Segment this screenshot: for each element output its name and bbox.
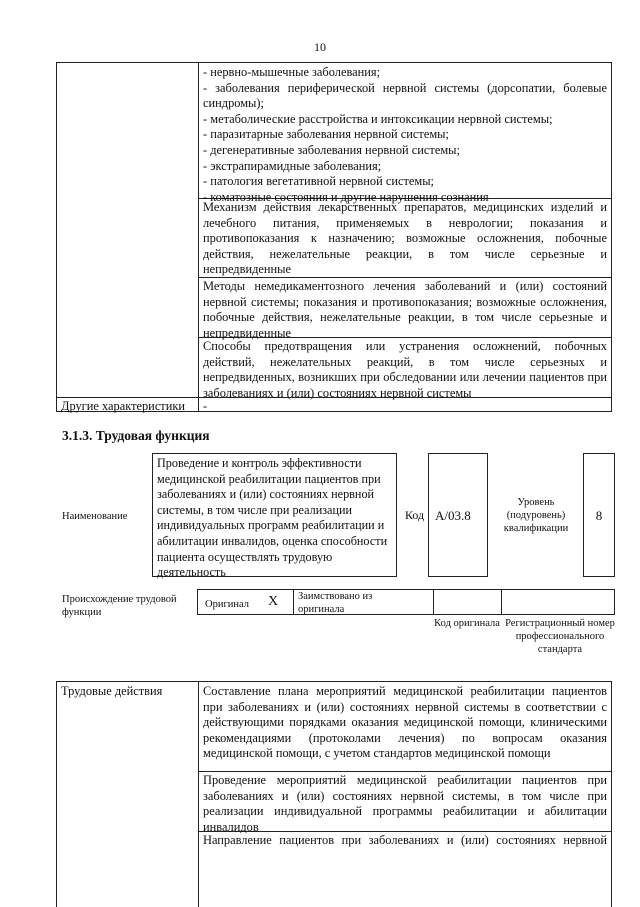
labor-action-row: Направление пациентов при заболеваниях и (или) состояниях нервной [203,833,607,847]
list-item: - экстрапирамидные заболевания; [203,158,382,173]
list-item: - паразитарные заболевания нервной системы; [203,127,449,142]
code-origin-label: Код оригинала [434,618,500,629]
other-characteristics-label: Другие характеристики [61,399,186,413]
labor-action-row: Проведение мероприятий медицинской реабилитации пациентов при заболеваниях и (или) состояниях нервной системы, в том числе при реализации индивидуальной программы реабилитации и абилитации инвалидов [203,773,607,834]
list-item: - дегенеративные заболевания нервной системы; [203,142,460,157]
section-heading: 3.1.3. Трудовая функция [62,428,210,443]
origin-table [197,589,615,615]
function-name-box: Проведение и контроль эффективности медицинской реабилитации пациентов при заболеваниях и (или) состояниях нервной системы, в том числе при реализации индивидуальных программ реабилитации и абилитации инвалидов, оценка способности пациента осуществлять трудовую деятельность [152,453,397,577]
original-mark: X [268,594,279,609]
borrowed-label: Заимствовано из оригинала [298,591,373,615]
code-box [428,453,488,577]
original-label: Оригинал [205,599,249,610]
list-item: - заболевания периферической нервной системы (дорсопатии, болевые синдромы); [203,80,607,111]
labor-actions-table [56,681,612,907]
other-characteristics-value: - [203,399,208,413]
knowledge-table [56,62,612,412]
page-number: 10 [314,40,326,54]
list-item: - метаболические расстройства и интоксикации нервной системы; [203,111,553,126]
labor-actions-label: Трудовые действия [61,684,163,698]
reg-number-label: Регистрационный номер профессионального стандарта [505,618,615,655]
list-item: - патология вегетативной нервной системы; [203,174,434,189]
level-value: 8 [595,508,603,523]
code-label: Код [405,508,425,522]
labor-action-row: Составление плана мероприятий медицинской реабилитации пациентов при заболеваниях и (или) состояниях нервной системы в соответствии с действующими порядками оказания медицинской помощи, клиническими рекомендациями (протоколами лечения) по вопросам оказания медицинской помощи, с учетом стандартов медицинской помощи [203,684,607,761]
list-item: - коматозные состояния и другие нарушения сознания [203,189,489,204]
knowledge-row: Методы немедикаментозного лечения заболеваний и (или) состояний нервной системы; показания и противопоказания; возможные осложнения, побочные действия, нежелательные реакции, в том числе серьезные и непредвиденные [203,279,607,340]
disease-list [203,65,607,205]
origin-label: Происхождение трудовой функции [62,594,177,618]
name-label: Наименование [62,511,128,522]
knowledge-row: Механизм действия лекарственных препаратов, медицинских изделий и лечебного питания, применяемых в неврологии; показания и противопоказания к назначению; возможные осложнения, побочные действия, нежелательные реакции, в том числе серьезные и непредвиденные [203,200,607,277]
knowledge-row: Способы предотвращения или устранения осложнений, побочных действий, нежелательных реакций, в том числе серьезных и непредвиденных, возникших при обследовании или лечении пациентов при заболеваниях и (или) состояниях нервной системы [203,339,607,400]
level-label: Уровень (подуровень) квалификации [503,497,569,534]
list-item: - нервно-мышечные заболевания; [203,65,381,79]
level-box [583,453,615,577]
code-value: A/03.8 [435,508,471,523]
